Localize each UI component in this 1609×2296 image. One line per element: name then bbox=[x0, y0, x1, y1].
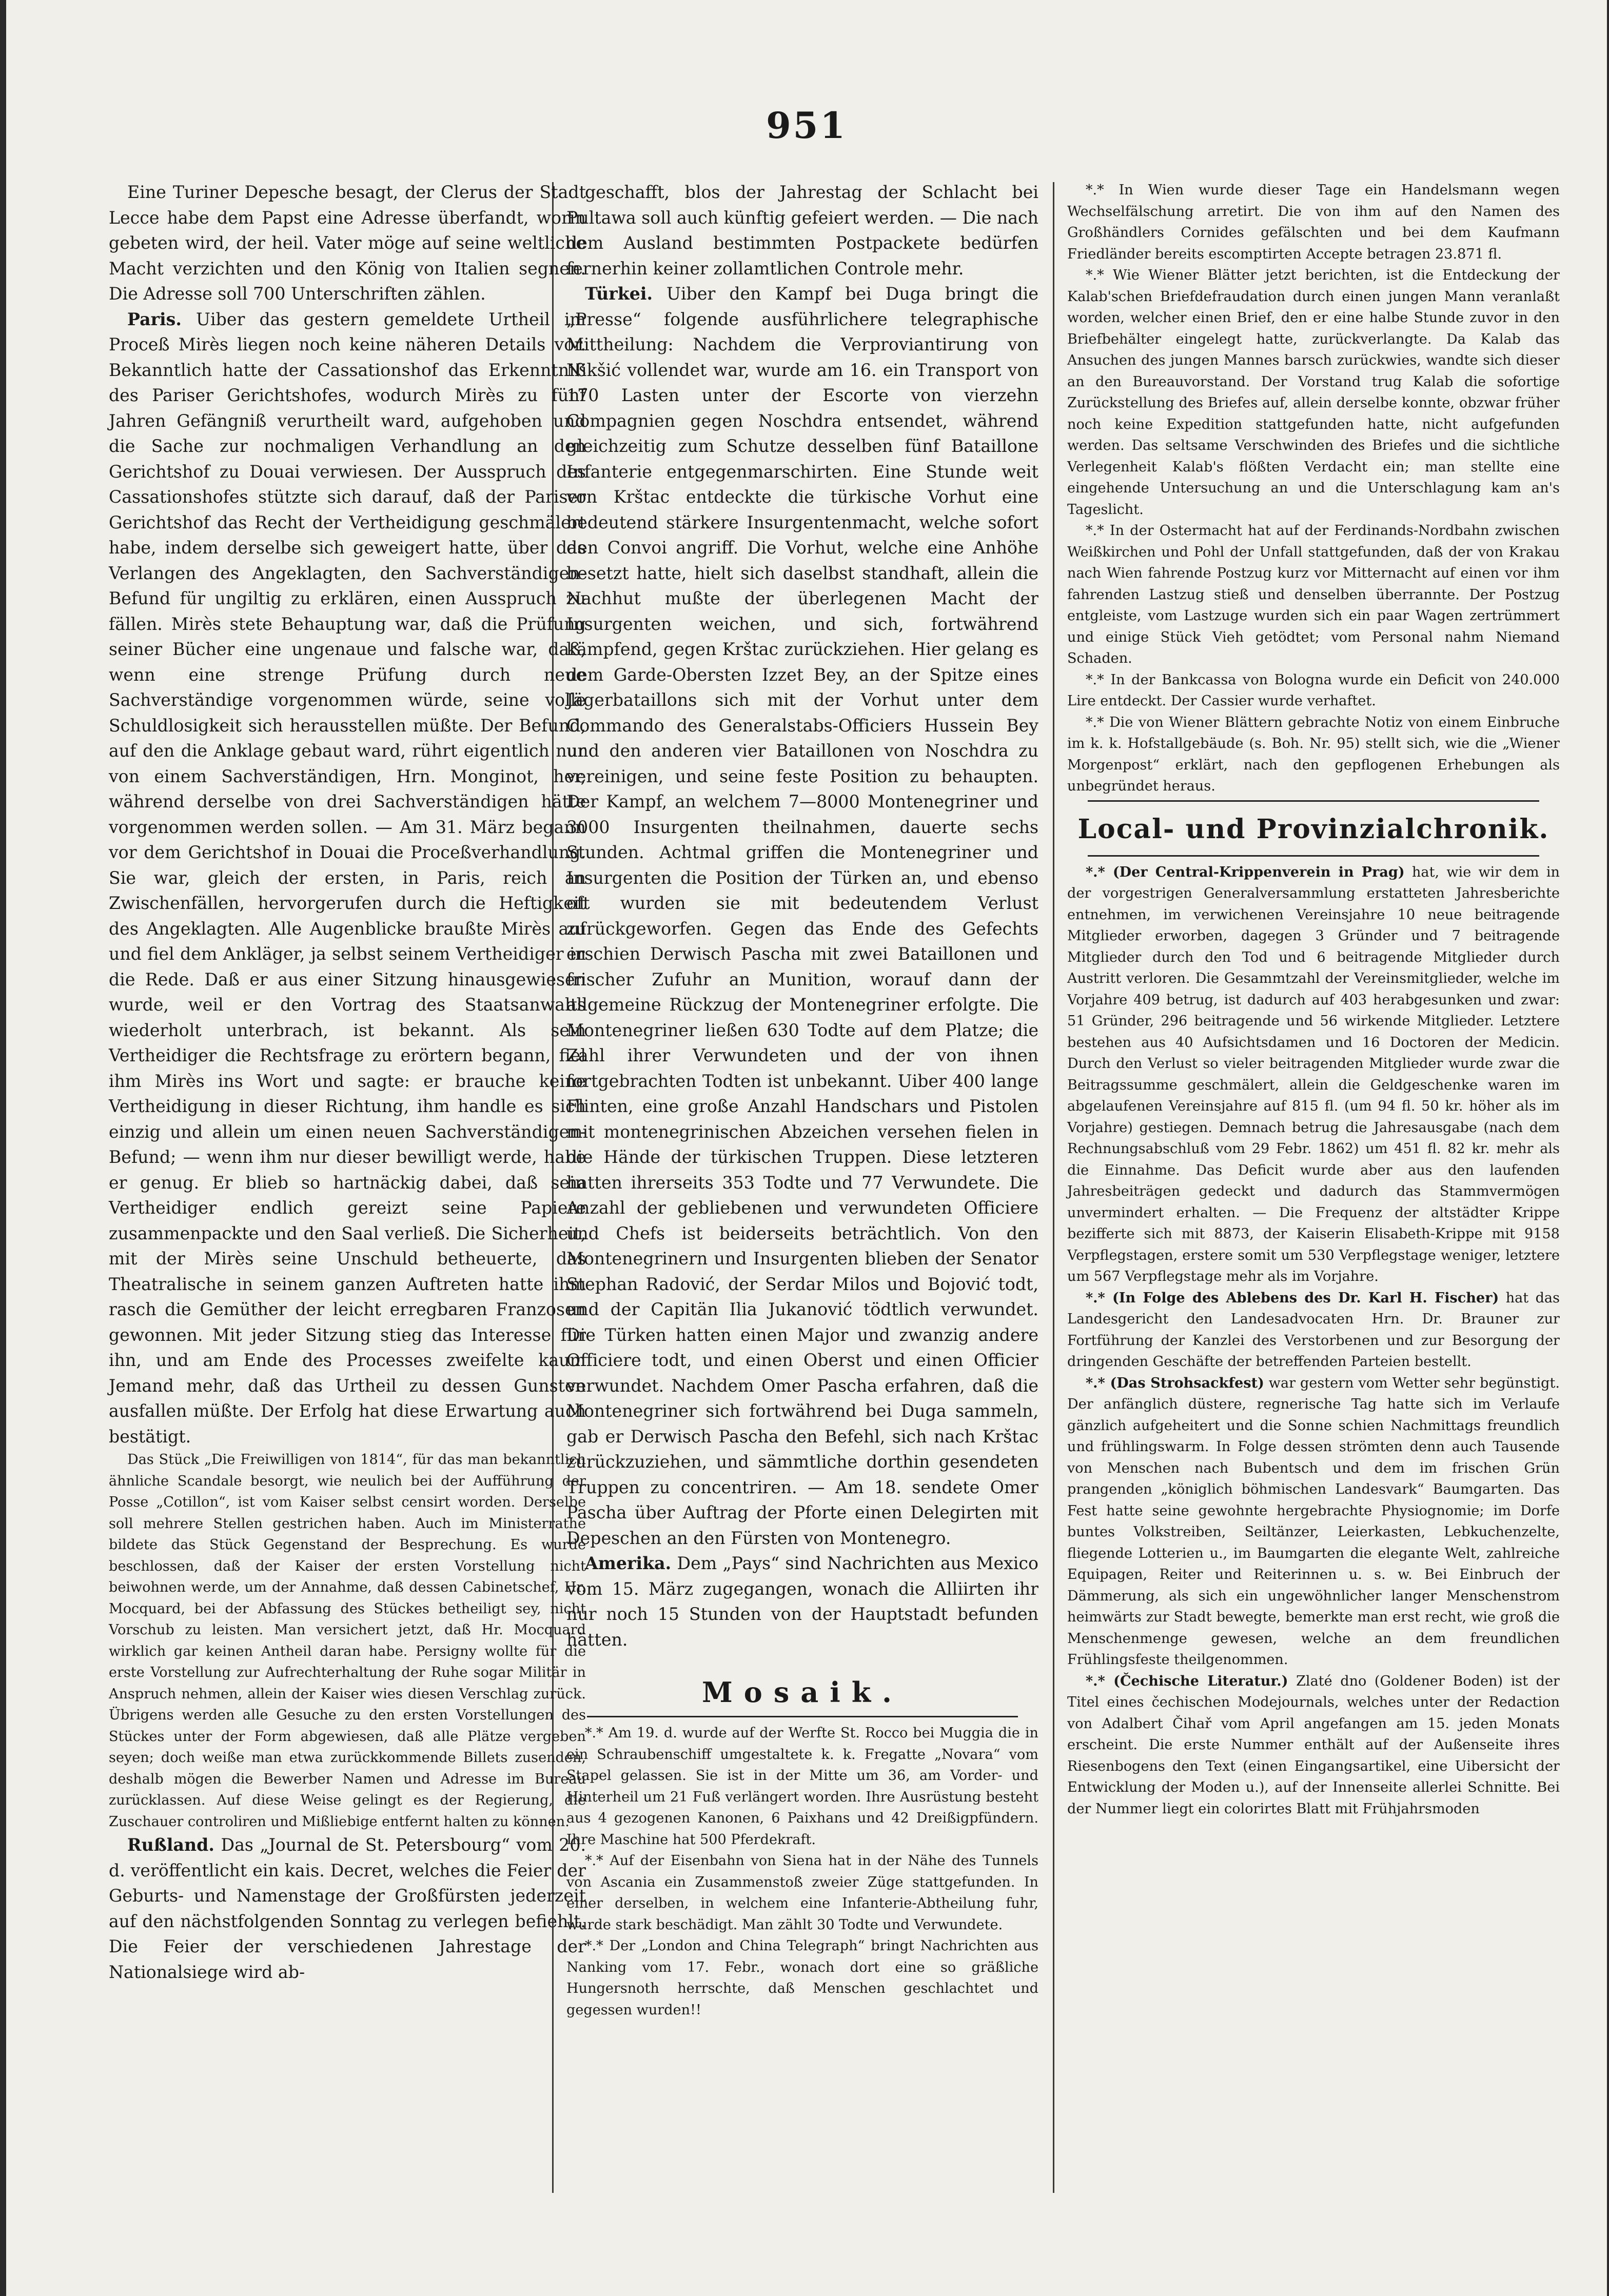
section-rule bbox=[1088, 800, 1539, 802]
section-title-mosaik: Mosaik. bbox=[702, 1676, 903, 1709]
article-amerika: Amerika. Dem „Pays“ sind Nachrichten aus Mexico vom 15. März zugegangen, wonach die Alliirten ihr nur noch 15 Stunden von der Hauptstadt befunden hätten. bbox=[566, 1553, 1038, 1650]
local-item-fischer: *.* (In Folge des Ablebens des Dr. Karl H. Fischer) hat das Landesgericht den Landesadvocaten Hrn. Dr. Brauner zur Fortführung der Kanzlei des Verstorbenen und zur Besorgung der dringenden Geschäfte der betreffenden Parteien bestellt. bbox=[1067, 1290, 1560, 1370]
news-item-kalab: *.* Wie Wiener Blätter jetzt berichten, ist die Entdeckung der Kalab'schen Briefdefraudation durch einen jungen Mann veranlaßt worden, welcher einen Brief, den er eine halbe Stunde zuvor in den Briefbehälter eingelegt hatte, zurückverlangte. Da Kalab das Ansuchen des jungen Mannes barsch zurückwies, wandte sich dieser an den Bureauvorstand. Der Vorstand trug Kalab die sofortige Zurückstellung des Briefes auf, allein derselbe konnte, obzwar früher noch keine Expedition stattgefunden hatte, nicht aufgefunden werden. Das seltsame Verschwinden des Briefes und die sichtliche Verlegenheit Kalab's flößten Verdacht ein; man stellte eine eingehende Untersuchung an und die Unterschlagung kam an's Tageslicht. bbox=[1067, 267, 1560, 518]
article-tuerkei: Türkei. Uiber den Kampf bei Duga bringt die „Presse“ folgende ausführlichere telegraphische Mittheilung: Nachdem die Verproviantirung von Nikšić vollendet war, wurde am 16. ein Transport von 170 Lasten unter der Escorte von vierzehn Compagnien gegen Noschdra entsendet, während gleichzeitig zum Schutze desselben fünf Bataillone Infanterie entgegenmarschirten. Eine Stunde weit von Krštac entdeckte die türkische Vorhut eine bedeutend stärkere Insurgentenmacht, welche sofort den Convoi angriff. Die Vorhut, welche eine Anhöhe besetzt hatte, hielt sich daselbst standhaft, allein die Nachhut mußte der überlegenen Macht der Insurgenten weichen, und sich, fortwährend kämpfend, gegen Krštac zurückziehen. Hier gelang es dem Garde-Obersten Izzet Bey, an der Spitze eines Jägerbataillons sich mit der Vorhut unter dem Commando des Generalstabs-Officiers Hussein Bey und den anderen vier Bataillonen von Noschdra zu vereinigen, und seine feste Position zu behaupten. Der Kampf, an welchem 7—8000 Montenegriner und 3000 Insurgenten theilnahmen, dauerte sechs Stunden. Achtmal griffen die Montenegriner und Insurgenten die Position der Türken an, und ebenso oft wurden sie mit bedeutendem Verlust zurückgeworfen. Gegen das Ende des Gefechts erschien Derwisch Pascha mit zwei Bataillonen und frischer Zufuhr an Munition, worauf dann der allgemeine Rückzug der Montenegriner erfolgte. Die Montenegriner ließen 630 Todte auf dem Platze; die Zahl ihrer Verwundeten und der von ihnen fortgebrachten Todten ist unbekannt. Uiber 400 lange Flinten, eine große Anzahl Handschars und Pistolen mit montenegrinischen Abzeichen versehen fielen in die Hände der türkischen Truppen. Diese letzteren hatten ihrerseits 353 Todte und 77 Verwundete. Die Anzahl der gebliebenen und verwundeten Officiere und Chefs ist beiderseits beträchtlich. Von den Montenegrinern und Insurgenten blieben der Senator Stephan Radović, der Serdar Milos und Bojović todt, und der Capitän Ilia Jukanović tödtlich verwundet. Die Türken hatten einen Major und zwanzig andere Officiere todt, und einen Oberst und einen Officier verwundet. Nachdem Omer Pascha erfahren, daß die Montenegriner sich fortwährend bei Duga sammeln, gab er Derwisch Pascha den Befehl, sich nach Krštac zurückzuziehen, und sämmtliche dorthin gesendeten Truppen zu concentriren. — Am 18. sendete Omer Pascha über Auftrag der Pforte einen Delegirten mit Depeschen an den Fürsten von Montenegro. bbox=[566, 284, 1038, 1548]
section-title-local: Local- und Provinzialchronik. bbox=[1077, 813, 1549, 845]
news-item-bologna: *.* In der Bankcassa von Bologna wurde ein Deficit von 240.000 Lire entdeckt. Der Cassier wurde verhaftet. bbox=[1067, 671, 1560, 709]
section-rule bbox=[587, 1716, 1018, 1717]
column-1 bbox=[109, 180, 586, 1985]
mosaik-item-novara: *.* Am 19. d. wurde auf der Werfte St. Rocco bei Muggia die in ein Schraubenschiff umgestaltete k. k. Fregatte „Novara“ vom Stapel gelassen. Sie ist in der Mitte um 36, am Vorder- und Hinterheil um 21 Fuß verlängert worden. Ihre Ausrüstung besteht aus 4 gezogenen Kanonen, 6 Paixhans und 42 Dreißigpfündern. Ihre Maschine hat 500 Pferdekraft. bbox=[566, 1725, 1038, 1848]
article-paris-mires: Paris. Uiber das gestern gemeldete Urtheil im Proceß Mirès liegen noch keine näheren Details vor. Bekanntlich hatte der Cassationshof das Erkenntniß des Pariser Gerichtshofes, wodurch Mirès zu fünf Jahren Gefängniß verurtheilt ward, aufgehoben und die Sache zur nochmaligen Verhandlung an den Gerichtshof zu Douai verwiesen. Der Ausspruch des Cassationshofes stützte sich darauf, daß der Pariser Gerichtshof das Recht der Vertheidigung geschmälert habe, indem derselbe sich geweigert hatte, über das Verlangen des Angeklagten, den Sachverständigen-Befund für ungiltig zu erklären, einen Ausspruch zu fällen. Mirès stete Behauptung war, daß die Prüfung seiner Bücher eine ungenaue und falsche war, daß, wenn eine strenge Prüfung durch neue Sachverständige vorgenommen würde, seine volle Schuldlosigkeit sich herausstellen müßte. Der Befund, auf den die Anklage gebaut ward, rührt eigentlich nur von einem Sachverständigen, Hrn. Monginot, her, während derselbe von drei Sachverständigen hätte vorgenommen werden sollen. — Am 31. März begann vor dem Gerichtshof in Douai die Proceßverhandlung. Sie war, gleich der ersten, in Paris, reich an Zwischenfällen, hervorgerufen durch die Heftigkeit des Angeklagten. Alle Augenblicke braußte Mirès auf und fiel dem Ankläger, ja selbst seinem Vertheidiger in die Rede. Daß er aus einer Sitzung hinausgewiesen wurde, weil er den Vortrag des Staatsanwalts wiederholt unterbrach, ist bekannt. Als sein Vertheidiger die Rechtsfrage zu erörtern begann, fiel ihm Mirès ins Wort und sagte: er brauche keine Vertheidigung in dieser Richtung, ihm handle es sich einzig und allein um einen neuen Sachverständigen-Befund; — wenn ihm nur dieser bewilligt werde, habe er genug. Er blieb so hartnäckig dabei, daß sein Vertheidiger endlich gereizt seine Papiere zusammenpackte und den Saal verließ. Die Sicherheit, mit der Mirès seine Unschuld betheuerte, das Theatralische in seinem ganzen Auftreten hatte ihm rasch die Gemüther der leicht erregbaren Franzosen gewonnen. Mit jeder Sitzung stieg das Interesse für ihn, und am Ende des Processes zweifelte kaum Jemand mehr, daß das Urtheil zu dessen Gunsten ausfallen müßte. Der Erfolg hat diese Erwartung auch bestätigt. bbox=[109, 309, 586, 1447]
mosaik-item-siena: *.* Auf der Eisenbahn von Siena hat in der Nähe des Tunnels von Ascania ein Zusammenstoß zweier Züge stattgefunden. In einer derselben, in welchem eine Infanterie-Abtheilung fuhr, wurde stark beschädigt. Man zählt 30 Todte und Verwundete. bbox=[566, 1853, 1038, 1933]
local-item-strohsackfest: *.* (Das Strohsackfest) war gestern vom Wetter sehr begünstigt. Der anfänglich düstere, regnerische Tag hatte sich im Verlaufe gänzlich aufgeheitert und die Sonne schien Nachmittags freundlich und frühlingswarm. In Folge dessen strömten denn auch Tausende von Menschen nach Bubentsch und dem im frischen Grün prangenden „königlich böhmischen Landesvark“ Baumgarten. Das Fest hatte seine gewohnte hergebrachte Physiognomie; im Dorfe buntes Volkstreiben, Seiltänzer, Leierkasten, Lebkuchenzelte, fliegende Lotterien u., im Baumgarten die elegante Welt, zahlreiche Equipagen, Reiter und Reiterinnen u. s. w. Bei Einbruch der Dämmerung, als sich ein ungewöhnlicher langer Menschenstrom heimwärts zur Stadt bewegte, bemerkte man erst recht, wie groß die Menschenmenge gewesen, welche an dem freundlichen Frühlingsfeste theilgenommen. bbox=[1067, 1375, 1560, 1668]
column-2 bbox=[566, 180, 1038, 2021]
article-freiwilligen-1814: Das Stück „Die Freiwilligen von 1814“, für das man bekanntlich ähnliche Scandale besorgt, wie neulich bei der Aufführung der Posse „Cotillon“, ist vom Kaiser selbst censirt worden. Derselbe soll mehrere Stellen gestrichen haben. Auch im Ministerrathe bildete das Stück Gegenstand der Besprechung. Es wurde beschlossen, daß der Kaiser der ersten Vorstellung nicht beiwohnen werde, um der Annahme, daß dessen Cabinetschef, Hr. Mocquard, bei der Abfassung des Stückes betheiligt sey, nicht Vorschub zu leisten. Man versichert jetzt, daß Hr. Mocquard wirklich gar keinen Antheil daran habe. Persigny wollte für die erste Vorstellung zur Aufrechterhaltung der Ruhe sogar Militär in Anspruch nehmen, allein der Kaiser wies diesen Verschlag zurück. Übrigens werden alle Gesuche zu den ersten Vorstellungen des Stückes unter der Form abgewiesen, daß alle Plätze vergeben seyen; doch weiße man etwa zurückkommende Billets zusenden, deshalb mögen die Bewerber Namen und Adresse im Bureau zurücklassen. Auf diese Weise gelingt es der Regierung, die Zuschauer controliren und Mißliebige entfernt halten zu können. bbox=[109, 1452, 586, 1830]
news-item-hofstall: *.* Die von Wiener Blättern gebrachte Notiz von einem Einbruche im k. k. Hofstallgebäude (s. Boh. Nr. 95) stellt sich, wie die „Wiener Morgenpost“ erklärt, nach den gepflogenen Erhebungen als unbegründet heraus. bbox=[1067, 714, 1560, 794]
column-3 bbox=[1067, 180, 1560, 1819]
article-russland-cont: geschafft, blos der Jahrestag der Schlacht bei Pultawa soll auch künftig gefeiert werden. — Die nach dem Ausland bestimmten Postpackete bedürfen fernerhin keiner zollamtlichen Controle mehr. bbox=[566, 182, 1038, 279]
news-item-wien: *.* In Wien wurde dieser Tage ein Handelsmann wegen Wechselfälschung arretirt. Die von ihm auf den Namen des Großhändlers Cornides gefälschten und bei dem Kaufmann Friedländer bereits escomptirten Accepte betragen 23.871 fl. bbox=[1067, 182, 1560, 262]
newspaper-page bbox=[6, 0, 1607, 2296]
section-rule bbox=[1088, 855, 1539, 857]
mosaik-item-nanking: *.* Der „London and China Telegraph“ bringt Nachrichten aus Nanking vom 17. Febr., wonach dort eine so gräßliche Hungersnoth herrschte, daß Menschen geschlachtet und gegessen wurden!! bbox=[566, 1938, 1038, 2018]
page-number: 951 bbox=[766, 104, 848, 147]
local-item-literatur: *.* (Čechische Literatur.) Zlaté dno (Goldener Boden) ist der Titel eines čechischen Modejournals, welches unter der Redaction von Adalbert Čihař vom April angefangen am 15. jeden Monats erscheint. Die erste Nummer enthält auf der Außenseite ihres Riesenbogens den Text (einen Eingangsartikel, eine Uibersicht der Entwicklung der Moden u.), auf der Innenseite allerlei Schnitte. Bei der Nummer liegt ein colorirtes Blatt mit Frühjahrsmoden bbox=[1067, 1673, 1560, 1817]
column-rule bbox=[1053, 182, 1054, 2193]
news-item-nordbahn: *.* In der Ostermacht hat auf der Ferdinands-Nordbahn zwischen Weißkirchen und Pohl der Unfall stattgefunden, daß der von Krakau nach Wien fahrende Postzug kurz vor Mitternacht auf einen vor ihm fahrenden Lastzug stieß und denselben überrannte. Der Postzug entgleiste, vom Lastzuge wurden sich ein paar Wagen zertrümmert und einige Stück Vieh getödtet; vom Personal nahm Niemand Schaden. bbox=[1067, 523, 1560, 666]
article-lecce-address: Eine Turiner Depesche besagt, der Clerus der Stadt Lecce habe dem Papst eine Adresse überfandt, worin gebeten wird, der heil. Vater möge auf seine weltliche Macht verzichten und den König von Italien segnen. Die Adresse soll 700 Unterschriften zählen. bbox=[109, 182, 586, 304]
article-russland: Rußland. Das „Journal de St. Petersbourg“ vom 20. d. veröffentlicht ein kais. Decret, welches die Feier der Geburts- und Namenstage der Großfürsten jederzeit auf den nächstfolgenden Sonntag zu verlegen befiehlt. Die Feier der verschiedenen Jahrestage der Nationalsiege wird ab- bbox=[109, 1835, 586, 1982]
local-item-krippenverein: *.* (Der Central-Krippenverein in Prag) hat, wie wir dem in der vorgestrigen Generalversammlung erstatteten Jahresberichte entnehmen, im verwichenen Vereinsjahre 10 neue beitragende Mitglieder erworben, dagegen 3 Gründer und 7 beitragende Mitglieder durch den Tod und 6 beitragende Mitglieder durch Austritt verloren. Die Gesammtzahl der Vereinsmitglieder, welche im Vorjahre 409 betrug, ist dadurch auf 403 herabgesunken und zwar: 51 Gründer, 296 beitragende und 56 wirkende Mitglieder. Letztere bestehen aus 40 Aufsichtsdamen und 16 Doctoren der Medicin. Durch den Verlust so vieler beitragenden Mitglieder wurde zwar die Beitragssumme geschmälert, allein die Geldgeschenke waren im abgelaufenen Vereinsjahre auf 815 fl. (um 94 fl. 50 kr. höher als im Vorjahre) gestiegen. Demnach betrug die Jahresausgabe (nach dem Rechnungsabschluß vom 29 Febr. 1862) um 451 fl. 82 kr. mehr als die Einnahme. Das Deficit wurde aber aus den laufenden Jahresbeiträgen gedeckt und dadurch das Stammvermögen unvermindert erhalten. — Die Frequenz der altstädter Krippe bezifferte sich mit 8873, der Kaiserin Elisabeth-Krippe mit 9158 Verpflegstagen, erstere somit um 530 Verpflegstage weniger, letztere um 567 Verpflegstage mehr als im Vorjahre. bbox=[1067, 864, 1560, 1284]
